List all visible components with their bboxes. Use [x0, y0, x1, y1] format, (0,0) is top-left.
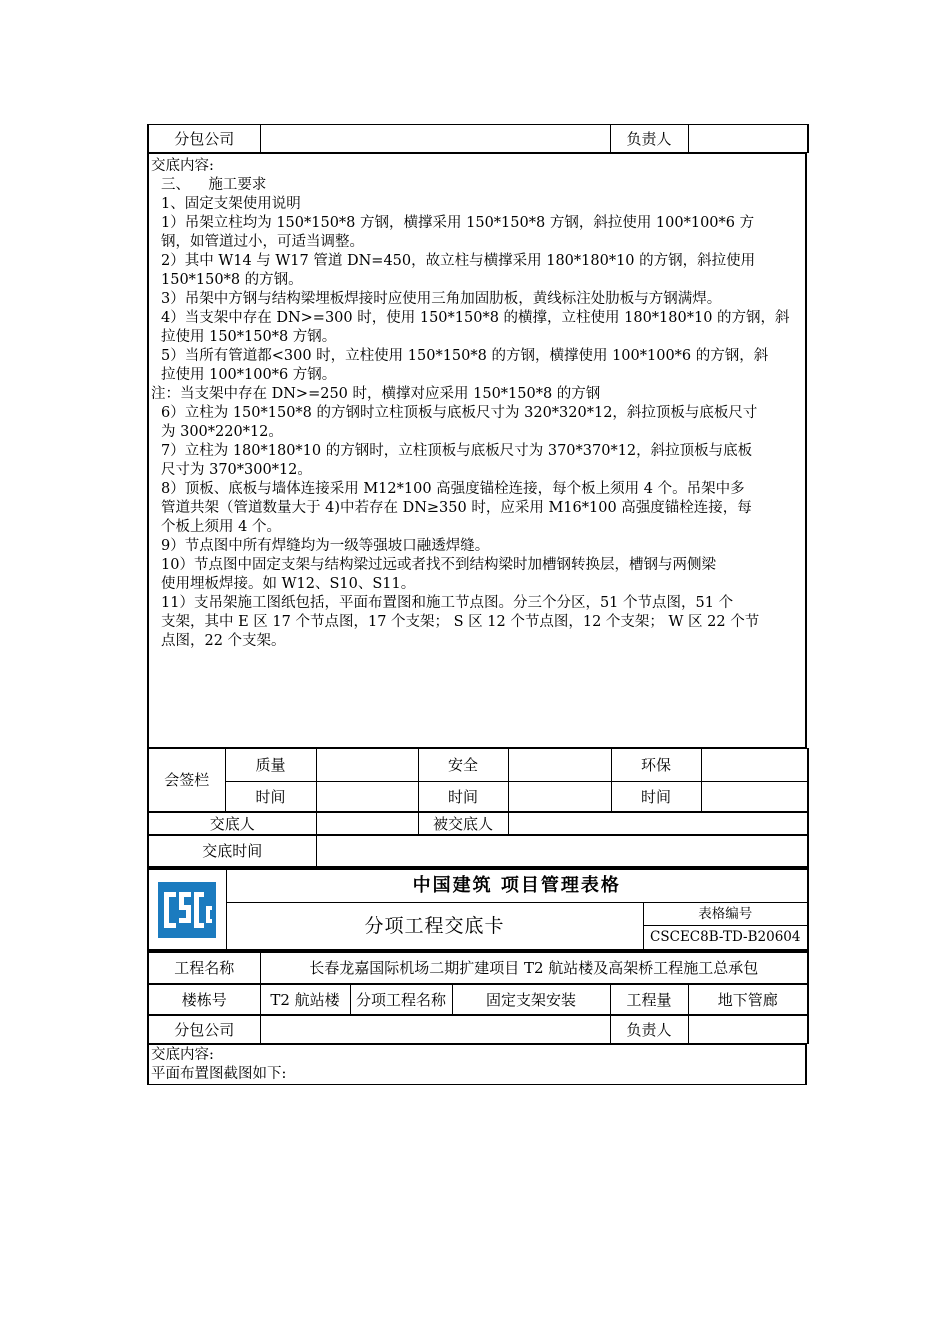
responsible-value: [688, 125, 808, 153]
content-label: 交底内容:: [151, 158, 214, 174]
discloser-label: 交底人: [148, 813, 316, 835]
top-row-table: [147, 124, 809, 153]
content-note: 注：当支架中存在 DN>=250 时，横撑对应采用 150*150*8 的方钢: [151, 386, 601, 402]
project-name: 长春龙嘉国际机场二期扩建项目 T2 航站楼及高架桥工程施工总承包: [260, 952, 808, 984]
content-line: 点图，22 个支架。: [161, 633, 286, 649]
bottom-content-label: 交底内容:: [151, 1047, 214, 1063]
env-time-value: [701, 782, 808, 812]
quality-time-label: 时间: [225, 782, 316, 812]
content-line: 支架，其中 E 区 17 个节点图，17 个支架； S 区 12 个节点图，12 个支架； W 区 22 个节: [161, 614, 760, 630]
responsible-value-2: [688, 1016, 808, 1044]
quantity-label: 工程量: [610, 985, 688, 1015]
content-line: 2）其中 W14 与 W17 管道 DN=450，故立柱与横撑采用 180*180*10 的方钢，斜拉使用: [161, 253, 756, 269]
project-label: 工程名称: [148, 952, 260, 984]
content-line: 3）吊架中方钢与结构梁埋板焊接时应使用三角加固肋板，黄线标注处肋板与方钢满焊。: [161, 291, 722, 307]
content-line: 10）节点图中固定支架与结构梁过远或者找不到结构梁时加槽钢转换层，槽钢与两侧梁: [161, 557, 716, 573]
content-line: 拉使用 100*100*6 方钢。: [161, 367, 337, 383]
content-table: [147, 153, 807, 748]
content-line: 5）当所有管道都<300 时，立柱使用 150*150*8 的方钢，横撑使用 100*100*6 的方钢，斜: [161, 348, 769, 364]
content-line: 9）节点图中所有焊缝均为一级等强坡口融透焊缝。: [161, 538, 490, 554]
form-title-cell: [226, 903, 643, 950]
responsible-label: 负责人: [610, 125, 688, 153]
form-number-cell: [643, 903, 808, 950]
quality-time-value: [316, 782, 418, 812]
receiver-value: [508, 813, 808, 835]
quality-label: 质量: [225, 749, 316, 782]
quantity-value: 地下管廊: [688, 985, 808, 1015]
subcontractor-table: [147, 1015, 809, 1044]
content-line: 钢，如管道过小，可适当调整。: [161, 234, 364, 250]
building-table: [147, 984, 809, 1015]
discloser-value: [316, 813, 418, 835]
bottom-content: [148, 1045, 806, 1085]
cscec-logo-mark: [158, 882, 216, 938]
content-line: 11）支吊架施工图纸包括，平面布置图和施工节点图。分三个分区，51 个节点图，51 个: [161, 595, 734, 611]
form-number-label: 表格编号: [644, 903, 808, 926]
cscec-logo-icon: [158, 882, 216, 938]
building-value: T2 航站楼: [260, 985, 350, 1015]
section-title: 三、 施工要求: [161, 177, 267, 193]
content-line: 为 300*220*12。: [161, 424, 283, 440]
content-line: 4）当支架中存在 DN>=300 时，使用 150*150*8 的横撑，立柱使用 180*180*10 的方钢，斜: [161, 310, 790, 326]
building-label: 楼栋号: [148, 985, 260, 1015]
form-number: CSCEC8B-TD-B20604: [650, 929, 801, 945]
receiver-label: 被交底人: [418, 813, 508, 835]
content-line: 7）立柱为 180*180*10 的方钢时，立柱顶板与底板尺寸为 370*370*12，斜拉顶板与底板: [161, 443, 753, 459]
content-line: 150*150*8 的方钢。: [161, 272, 303, 288]
disclosure-content: [148, 154, 806, 748]
sub-title: 1、固定支架使用说明: [161, 196, 301, 212]
safety-value: [508, 749, 611, 782]
content-line: 尺寸为 370*300*12。: [161, 462, 312, 478]
safety-time-value: [508, 782, 611, 812]
date-value: [316, 836, 808, 867]
content-line: 个板上须用 4 个。: [161, 519, 281, 535]
env-value: [701, 749, 808, 782]
content-line: 8）顶板、底板与墙体连接采用 M12*100 高强度锚栓连接，每个板上须用 4 个。吊架中多: [161, 481, 745, 497]
discloser-table: [147, 812, 809, 835]
subcontractor-value-2: [260, 1016, 610, 1044]
countersign-label: 会签栏: [148, 749, 225, 812]
form-title: 分项工程交底卡: [364, 914, 505, 937]
responsible-label-2: 负责人: [610, 1016, 688, 1044]
subitem-label: 分项工程名称: [350, 985, 452, 1015]
logo-cell: [148, 869, 226, 950]
card-header-table: [147, 867, 809, 950]
content-line: 使用埋板焊接。如 W12、S10、S11。: [161, 576, 416, 592]
project-table: [147, 950, 809, 984]
disclosure-form: [147, 124, 807, 1085]
countersign-table: [147, 748, 809, 812]
content-line: 6）立柱为 150*150*8 的方钢时立柱顶板与底板尺寸为 320*320*12，斜拉顶板与底板尺寸: [161, 405, 758, 421]
date-label: 交底时间: [148, 836, 316, 867]
subcontractor-label: 分包公司: [148, 125, 260, 153]
content-line: 拉使用 150*150*8 方钢。: [161, 329, 337, 345]
safety-label: 安全: [418, 749, 508, 782]
company-title: 中国建筑 项目管理表格: [226, 869, 808, 903]
subitem-value: 固定支架安装: [452, 985, 610, 1015]
env-label: 环保: [611, 749, 701, 782]
bottom-content-table: [147, 1044, 807, 1085]
content-line: 管道共架（管道数量大于 4)中若存在 DN≥350 时，应采用 M16*100 高强度锚栓连接，每: [161, 500, 752, 516]
safety-time-label: 时间: [418, 782, 508, 812]
subcontractor-label-2: 分包公司: [148, 1016, 260, 1044]
subcontractor-value: [260, 125, 610, 153]
env-time-label: 时间: [611, 782, 701, 812]
quality-value: [316, 749, 418, 782]
date-table: [147, 835, 809, 867]
content-line: 1）吊架立柱均为 150*150*8 方钢，横撑采用 150*150*8 方钢，斜拉使用 100*100*6 方: [161, 215, 755, 231]
bottom-content-line: 平面布置图截图如下:: [151, 1066, 287, 1082]
